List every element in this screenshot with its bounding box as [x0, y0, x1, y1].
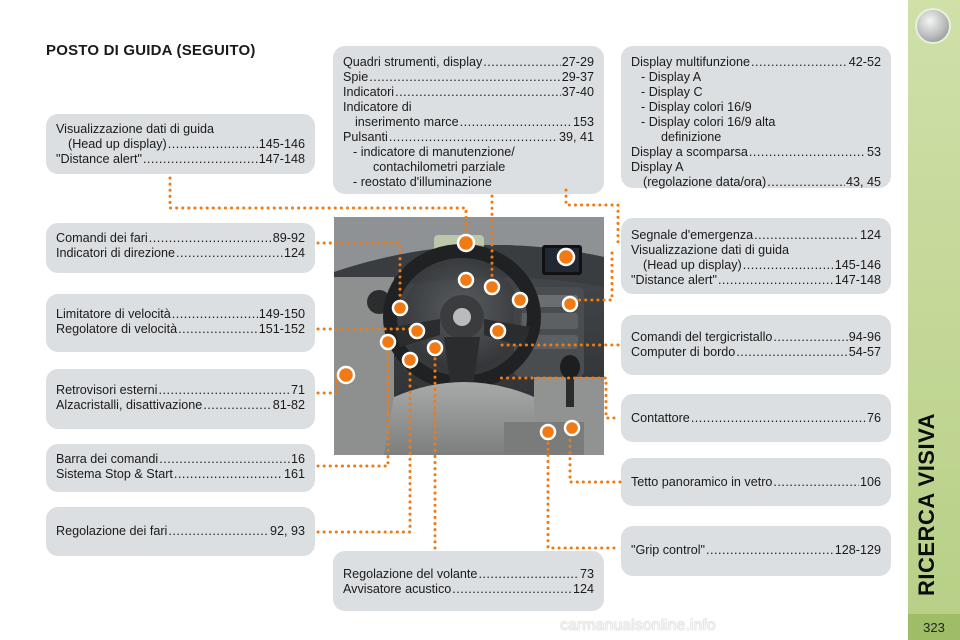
page-ref: 54-57: [848, 345, 881, 359]
entry-label: (Head up display): [68, 137, 167, 151]
entry-label: Spie: [343, 70, 369, 84]
entry-label: Quadri strumenti, display: [343, 55, 483, 69]
section-tab-label: RICERCA VISIVA: [914, 412, 939, 596]
entry-sublabel: contachilometri parziale: [373, 160, 506, 174]
page-ref: 124: [859, 228, 881, 242]
page-ref: 145-146: [258, 137, 305, 151]
entry-label: Display A: [631, 160, 684, 174]
entry-label: (Head up display): [643, 258, 742, 272]
page-ref: 53: [866, 145, 881, 159]
page-ref: 153: [572, 115, 594, 129]
mirrors-box[interactable]: [46, 369, 315, 429]
page-number: 323: [908, 614, 960, 640]
entry-label: Sistema Stop & Start: [56, 467, 173, 481]
page-ref: 147-148: [834, 273, 881, 287]
multifunction-box[interactable]: [621, 46, 891, 188]
page-ref: 37-40: [561, 85, 594, 99]
lights-box[interactable]: [46, 223, 315, 273]
roof-box[interactable]: [621, 458, 891, 506]
page-ref: 27-29: [561, 55, 594, 69]
entry-sublabel: - reostato d'illuminazione: [353, 175, 492, 189]
entry-label: Display a scomparsa: [631, 145, 748, 159]
entry-sublabel: - Display A: [641, 70, 702, 84]
entry-sublabel: - indicatore di manutenzione/: [353, 145, 515, 159]
entry-label: Display multifunzione: [631, 55, 750, 69]
page-ref: 151-152: [258, 322, 305, 336]
watermark: carmanualsonline.info: [560, 617, 716, 634]
entry-sublabel: - Display colori 16/9: [641, 100, 752, 114]
sidebar: [908, 0, 960, 640]
entry-label: Regolatore di velocità: [56, 322, 178, 336]
entry-label: (regolazione data/ora): [643, 175, 767, 189]
entry-label: Segnale d'emergenza: [631, 228, 754, 242]
entry-sublabel: definizione: [661, 130, 722, 144]
entry-sublabel: - Display colori 16/9 alta: [641, 115, 776, 129]
entry-label: Limitatore di velocità: [56, 307, 171, 321]
page-ref: 43, 45: [845, 175, 881, 189]
entry-label: "Distance alert": [56, 152, 142, 166]
instruments-box[interactable]: [333, 46, 604, 194]
page-ref: 39, 41: [558, 130, 594, 144]
speed-box[interactable]: [46, 294, 315, 352]
entry-label: Tetto panoramico in vetro: [631, 475, 773, 489]
headlamp-box[interactable]: [46, 507, 315, 556]
page-ref: 147-148: [258, 152, 305, 166]
page-ref: 16: [290, 452, 305, 466]
entry-label: Alzacristalli, disattivazione: [56, 398, 203, 412]
hud-box[interactable]: [46, 114, 315, 174]
entry-label: Pulsanti: [343, 130, 388, 144]
entry-label: Indicatore di: [343, 100, 412, 114]
page-ref: 124: [283, 246, 305, 260]
page-ref: 92, 93: [269, 524, 305, 538]
entry-label: Visualizzazione dati di guida: [631, 243, 789, 257]
page-ref: 94-96: [848, 330, 881, 344]
grip-box[interactable]: [621, 526, 891, 576]
dashboard-illustration: [334, 217, 604, 455]
page-ref: 76: [866, 411, 881, 425]
entry-label: Barra dei comandi: [56, 452, 159, 466]
entry-label: Indicatori: [343, 85, 395, 99]
page-ref: 128-129: [834, 543, 881, 557]
entry-label: Regolazione dei fari: [56, 524, 168, 538]
emergency-box[interactable]: [621, 218, 891, 294]
entry-label: Avvisatore acustico: [343, 582, 452, 596]
entry-label: Comandi dei fari: [56, 231, 148, 245]
entry-label: "Distance alert": [631, 273, 717, 287]
page-ref: 29-37: [561, 70, 594, 84]
entry-label: Comandi del tergicristallo: [631, 330, 773, 344]
page-ref: 106: [859, 475, 881, 489]
entry-label: "Grip control": [631, 543, 706, 557]
entry-label: Indicatori di direzione: [56, 246, 176, 260]
wheel-box[interactable]: [333, 551, 604, 611]
page-ref: 124: [572, 582, 594, 596]
page-ref: 149-150: [258, 307, 305, 321]
dashboard-photo: [334, 217, 604, 455]
entry-label: Regolazione del volante: [343, 567, 478, 581]
wipers-box[interactable]: [621, 315, 891, 375]
page-ref: 81-82: [272, 398, 305, 412]
entry-label: Visualizzazione dati di guida: [56, 122, 214, 136]
page-ref: 89-92: [272, 231, 305, 245]
entry-label: inserimento marce: [355, 115, 459, 129]
page-ref: 161: [283, 467, 305, 481]
controlbar-box[interactable]: [46, 444, 315, 492]
entry-sublabel: - Display C: [641, 85, 703, 99]
page-ref: 42-52: [848, 55, 881, 69]
page-ref: 73: [579, 567, 594, 581]
ignition-box[interactable]: [621, 394, 891, 442]
entry-label: Computer di bordo: [631, 345, 736, 359]
page-ref: 145-146: [834, 258, 881, 272]
page-ref: 71: [290, 383, 305, 397]
page-title: POSTO DI GUIDA (SEGUITO): [46, 42, 256, 59]
nav-knob-icon: [915, 8, 951, 44]
entry-label: Contattore: [631, 411, 690, 425]
entry-label: Retrovisori esterni: [56, 383, 158, 397]
